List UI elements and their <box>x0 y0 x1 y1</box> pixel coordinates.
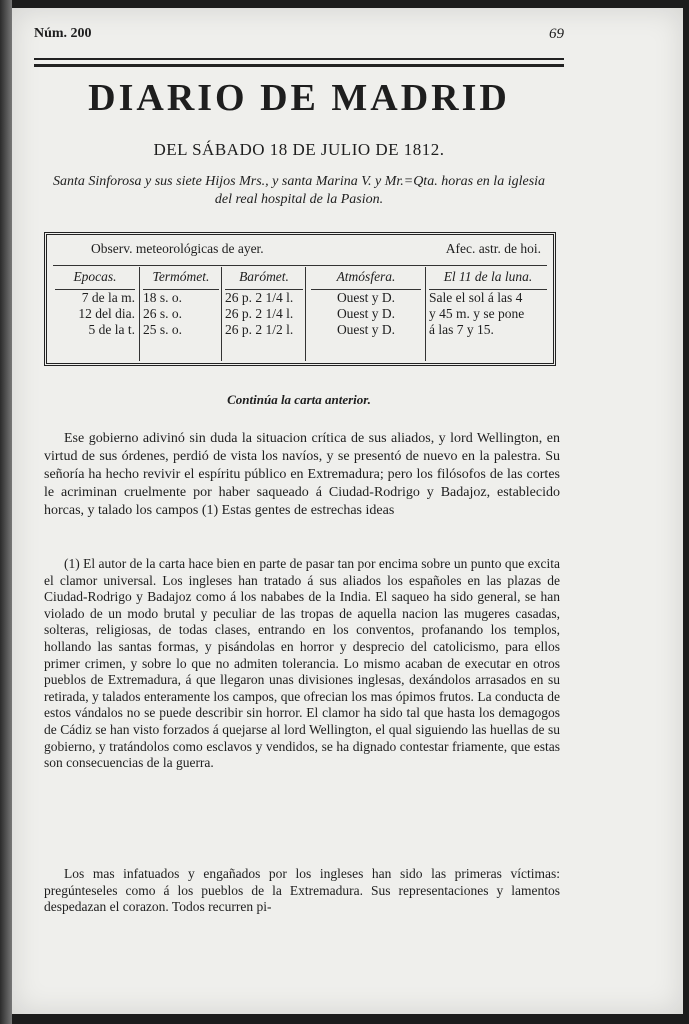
column-header: El 11 de la luna. <box>429 269 547 290</box>
table-cell: 7 de la m. <box>81 290 135 305</box>
table-cell: 26 s. o. <box>143 306 183 321</box>
column-header: Epocas. <box>55 269 135 290</box>
issue-number: Núm. 200 <box>34 26 92 41</box>
body-paragraph: Ese gobierno adivinó sin duda la situacion crítica de sus aliados, y lord Wellington, en virtud de sus órdenes, perdió de vista los navíos, y se presentó de nuevo en la palestra. Su señoría ha hecho revivir el espíritu público en Extremadura; pero los filósofos de las cortes le acriminan cruelmente por haber saqueado á Ciudad-Rodrigo y Badajoz, establecido horcas, y talado los campos (1) Estas gentes de estrechas ideas <box>44 431 560 518</box>
table-cell: y 45 m. y se pone <box>429 306 525 321</box>
weather-table <box>44 232 556 366</box>
luna-column <box>429 269 547 338</box>
table-cell: Ouest y D. <box>336 306 396 321</box>
table-cell: á las 7 y 15. <box>429 322 494 337</box>
masthead-title: DIARIO DE MADRID <box>88 77 510 119</box>
table-cell: 26 p. 2 1/4 l. <box>225 290 294 305</box>
table-cell: 18 s. o. <box>143 290 183 305</box>
column-rule <box>425 267 426 361</box>
weather-heading: Observ. meteorológicas de ayer. <box>91 241 264 256</box>
table-cell: 12 del dia. <box>78 306 135 321</box>
table-cell: Ouest y D. <box>336 322 396 337</box>
footnote: (1) El autor de la carta hace bien en parte de pasar tan por encima sobre un punto que excita el clamor universal. Los ingleses han tratado á sus aliados los españoles en las plazas de Ciudad-Rodrigo y Badajoz como á los nababes de la India. El saqueo ha sido general, se han violado de un modo brutal y peculiar de las tropas de aquella nacion las mugeres casadas, solteras, religiosas, de todas clases, entrando en los conventos, profanando los templos, hollando las santas formas, y pisándolas en horror y desprecio del catolicismo, para ellos primer crimen, y sobre lo que no admiten tolerancia. Lo mismo acaban de executar en otros pueblos de Extremadura, á que llegaron unas divisiones inglesas, dexándolos arrasados en su retirada, y talados enteramente los campos, que ofrecian los mas ópimos frutos. La conducta de estos vándalos no se puede describir sin horror. El clamor ha sido tal que hasta los demagogos de Cádiz se han visto forzados á quejarse al lord Wellington, el qual siguiendo las huellas de su gobierno, y tratándolos como esclavos y vendidos, se ha dignado contestar friamente, que estas son consecuencias de la guerra. <box>44 556 560 771</box>
page-number: 69 <box>549 26 564 42</box>
epocas-column <box>55 269 135 338</box>
column-rule <box>221 267 222 361</box>
column-header: Atmósfera. <box>311 269 421 290</box>
header-row <box>34 26 564 46</box>
table-cell: 5 de la t. <box>88 322 135 337</box>
astro-heading: Afec. astr. de hoi. <box>445 241 541 256</box>
column-rule <box>305 267 306 361</box>
barometro-column <box>225 269 303 338</box>
table-cell: 26 p. 2 1/4 l. <box>225 306 294 321</box>
page-edge-shadow <box>0 0 12 1024</box>
column-header: Barómet. <box>225 269 303 290</box>
table-cell: 25 s. o. <box>143 322 183 337</box>
issue-date: DEL SÁBADO 18 DE JULIO DE 1812. <box>153 140 445 159</box>
atmosfera-column <box>311 269 421 338</box>
body-paragraph-2: Los mas infatuados y engañados por los ingleses han sido las primeras víctimas: pregúnteseles como á los pueblos de la Extremadura. Sus representaciones y lamentos despedazan el corazon. Todos recurren pi- <box>44 866 560 915</box>
section-subheading: Continúa la carta anterior. <box>227 392 371 407</box>
table-divider <box>53 265 547 266</box>
header-rule-thin <box>34 58 564 60</box>
termometro-column <box>143 269 219 338</box>
column-header: Termómet. <box>143 269 219 290</box>
table-cell: 26 p. 2 1/2 l. <box>225 322 294 337</box>
saints-of-day: Santa Sinforosa y sus siete Hijos Mrs., y santa Marina V. y Mr.=Qta. horas en la iglesia del real hospital de la Pasion. <box>52 174 546 207</box>
header-rule-thick <box>34 64 564 67</box>
table-cell: Sale el sol á las 4 <box>429 290 523 305</box>
column-rule <box>139 267 140 361</box>
table-cell: Ouest y D. <box>336 290 396 305</box>
